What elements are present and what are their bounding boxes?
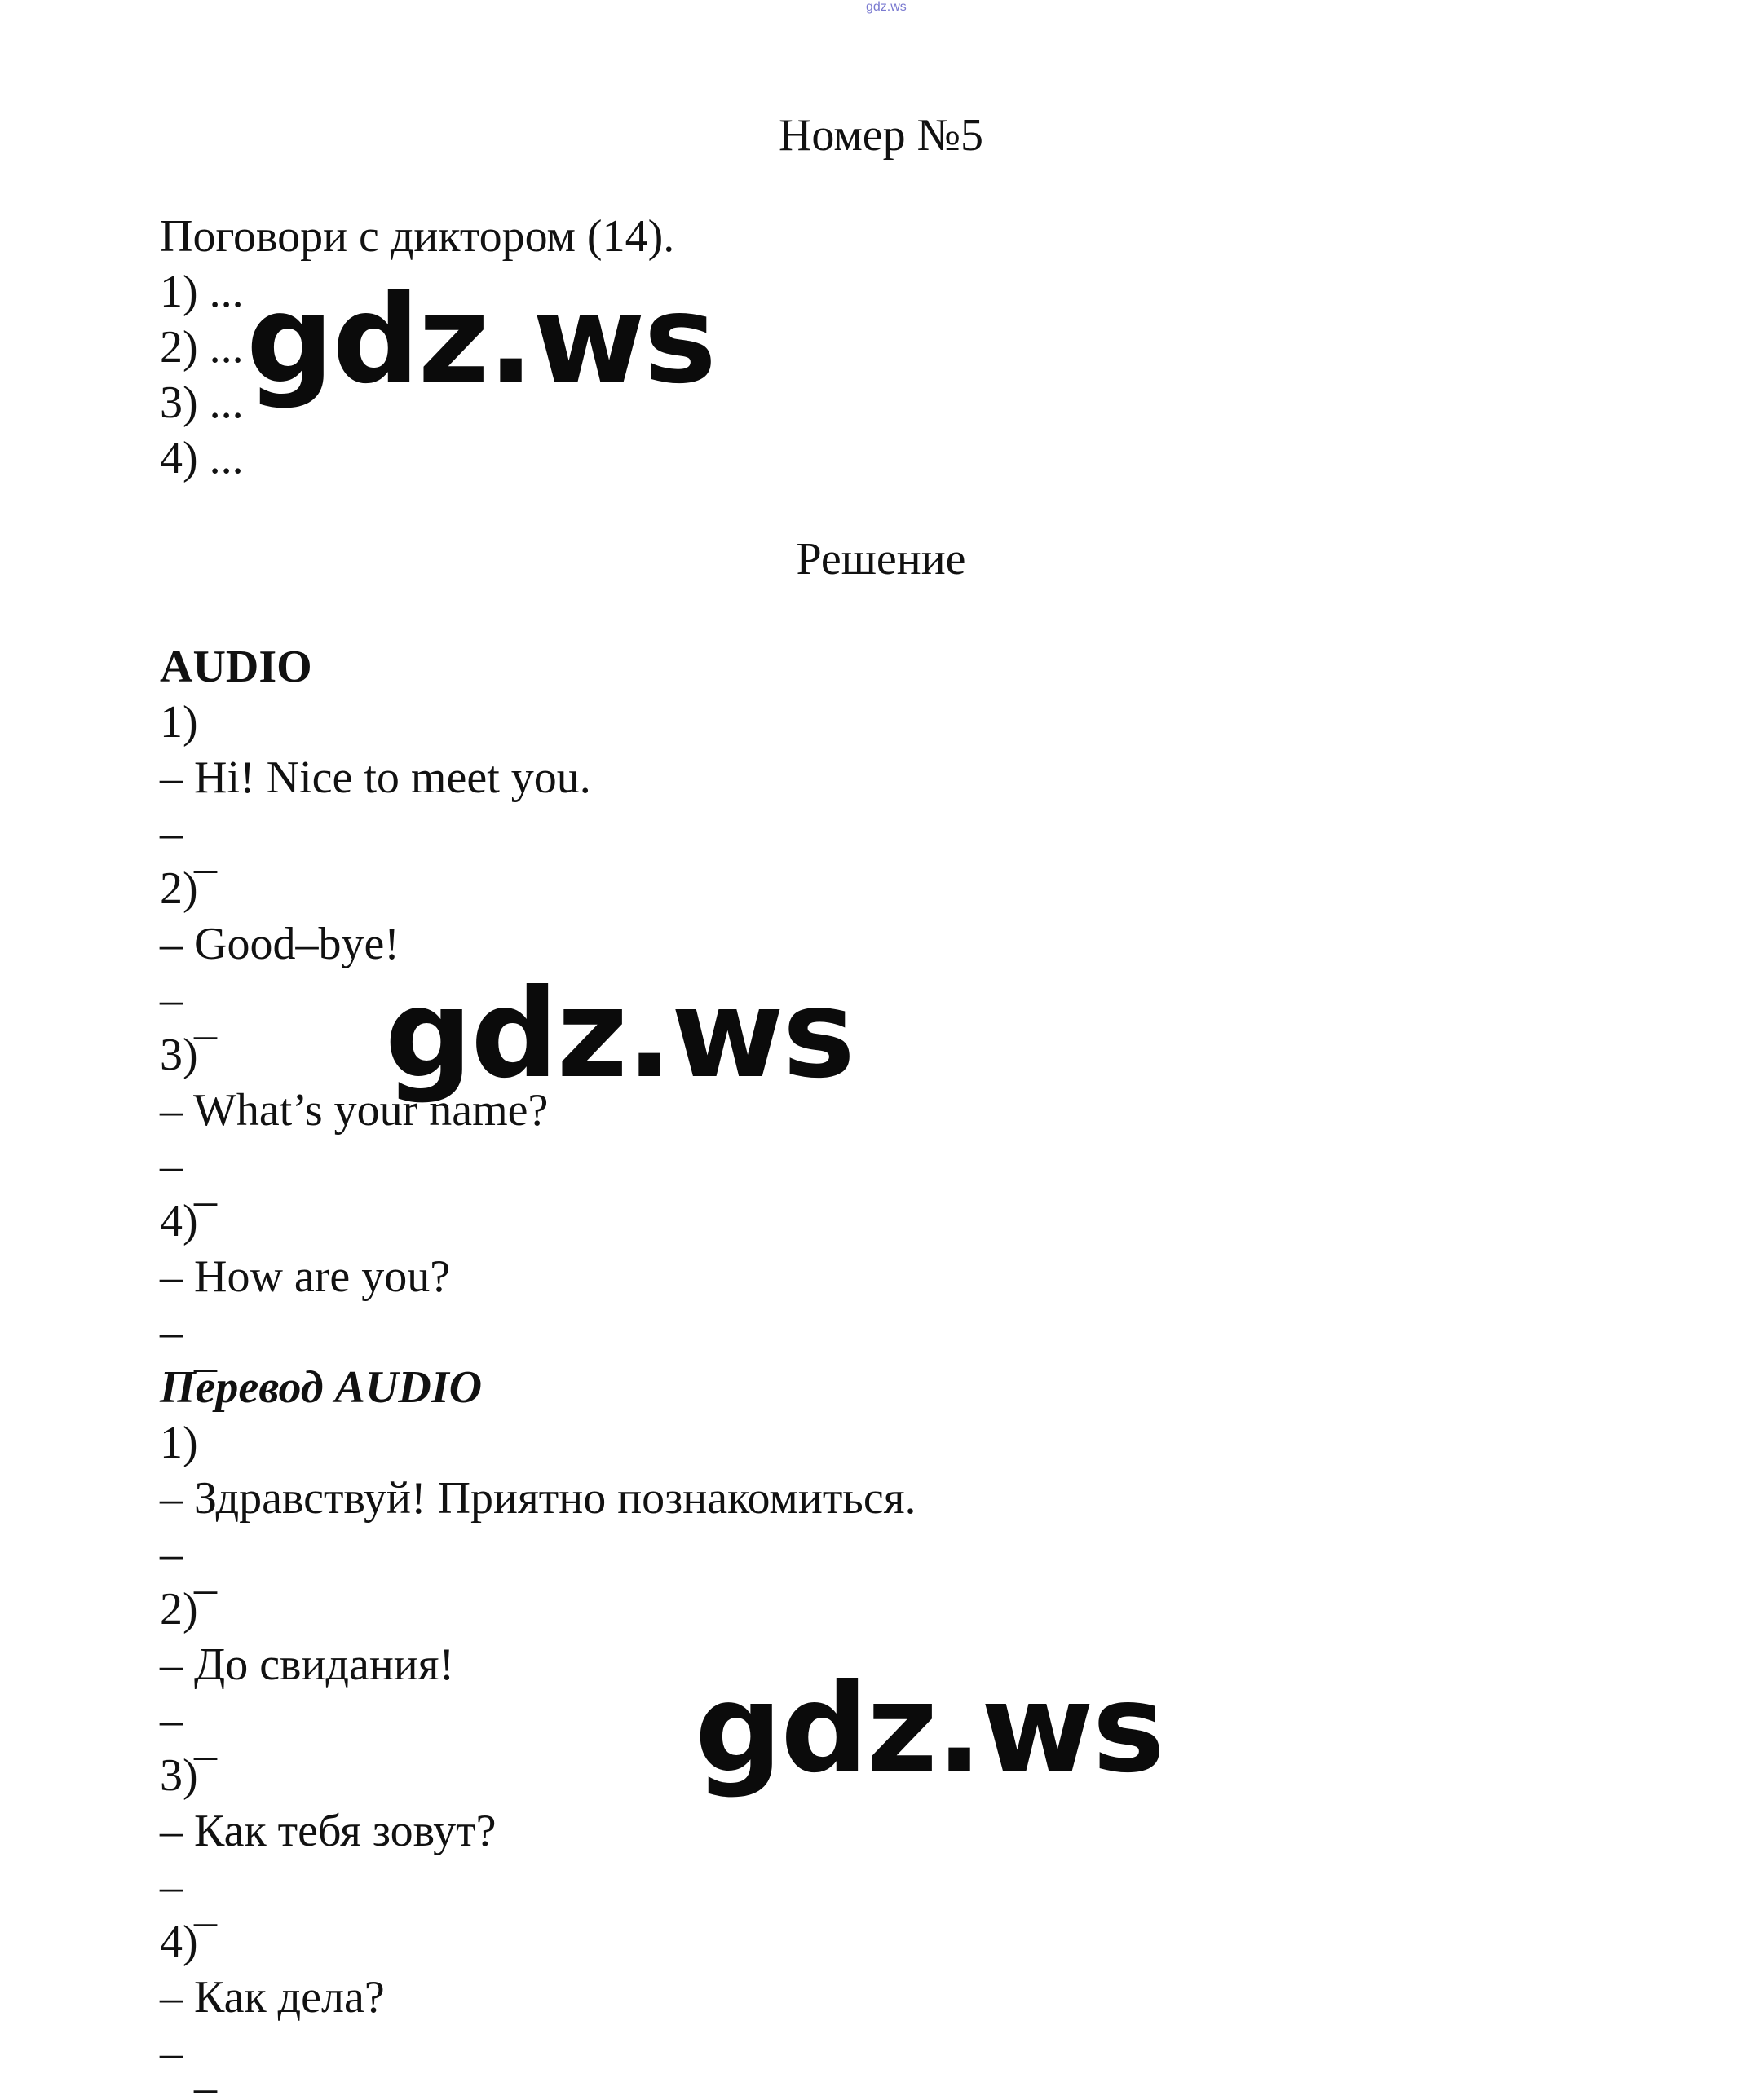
reply-blank: – _	[160, 2027, 217, 2098]
audio-item-number: 3)	[160, 1030, 198, 1080]
translation-line: – Как тебя зовут?	[160, 1806, 497, 1856]
site-mark: gdz.ws	[866, 0, 907, 14]
watermark: gdz.ws	[385, 964, 854, 1105]
audio-line: – What’s your name?	[160, 1085, 549, 1136]
task-item: 4) ...	[160, 433, 244, 483]
task-item: 1) ...	[160, 267, 244, 317]
audio-item-number: 1)	[160, 697, 198, 748]
audio-line: – Good–bye!	[160, 919, 400, 969]
reply-blank: – _	[160, 974, 217, 1044]
audio-line: – How are you?	[160, 1251, 451, 1302]
audio-line: – Hi! Nice to meet you.	[160, 752, 591, 803]
solution-title: Решение	[796, 534, 966, 585]
audio-item-number: 4)	[160, 1196, 198, 1246]
translation-item-number: 1)	[160, 1418, 198, 1468]
translation-item-number: 3)	[160, 1750, 198, 1801]
reply-blank: – _	[160, 1529, 217, 1599]
task-text: Поговори с диктором (14).	[160, 211, 675, 262]
translation-line: – Как дела?	[160, 1972, 385, 2023]
task-item: 2) ...	[160, 322, 244, 373]
audio-heading: AUDIO	[160, 642, 312, 692]
reply-blank: – _	[160, 1861, 217, 1931]
watermark: gdz.ws	[246, 269, 715, 411]
translation-item-number: 2)	[160, 1584, 198, 1635]
reply-blank: – _	[160, 1140, 217, 1211]
translation-line: – Здравствуй! Приятно познакомиться.	[160, 1473, 916, 1524]
reply-blank: – _	[160, 1695, 217, 1765]
audio-item-number: 2)	[160, 863, 198, 914]
translation-line: – До свидания!	[160, 1639, 455, 1690]
watermark: gdz.ws	[695, 1658, 1164, 1800]
translation-heading: Перевод AUDIO	[160, 1362, 483, 1413]
translation-item-number: 4)	[160, 1917, 198, 1967]
exercise-title: Номер №5	[778, 110, 984, 161]
reply-blank: – _	[160, 1307, 217, 1377]
task-item: 3) ...	[160, 377, 244, 428]
reply-blank: – _	[160, 808, 217, 878]
